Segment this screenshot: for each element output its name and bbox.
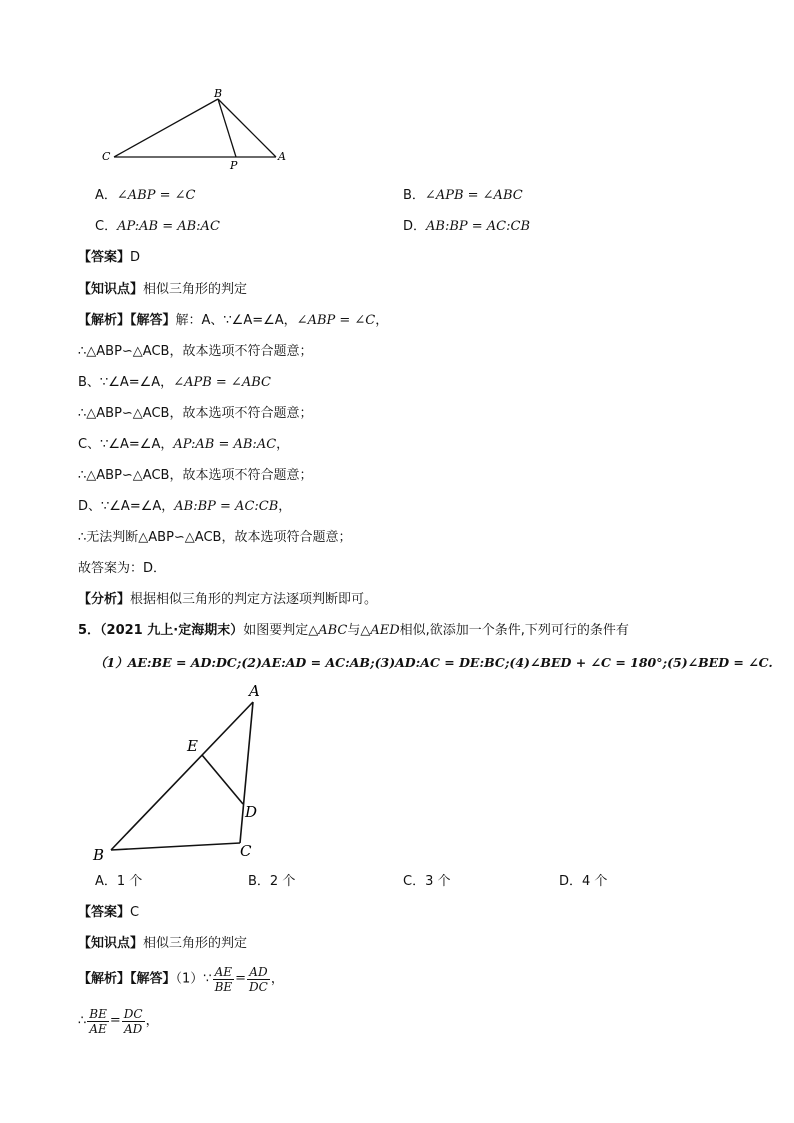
option-d-prefix: D． (403, 219, 427, 234)
label-C: C (102, 150, 111, 163)
q4-analysis-line-4: ∴△ABP∽△ACB，故本选项不符合题意； (78, 406, 313, 421)
side-BC (111, 843, 240, 850)
q5-knowledge-tag: 【知识点】 (78, 936, 144, 951)
label-C: C (240, 842, 252, 860)
fenxi-value: 根据相似三角形的判定方法逐项判断即可。 (130, 592, 378, 607)
line7-end: ， (278, 499, 292, 514)
q5-option-c: C．3 个 (403, 874, 451, 889)
q5-answer (78, 904, 139, 922)
frac-den: AE (89, 1021, 107, 1036)
option-b-prefix: B． (403, 188, 425, 203)
equals-sign: = (235, 971, 247, 986)
frac-den: DC (249, 979, 268, 994)
fraction-be-ae (87, 1007, 109, 1036)
q4-analysis-line-9: 故答案为：D． (78, 561, 167, 576)
option-d-math: AB:BP = AC:CB (426, 219, 531, 234)
frac-num: BE (89, 1006, 107, 1021)
line3-text: B、∵∠A=∠A， (78, 375, 174, 390)
q5-stem-aed: AED (370, 623, 400, 638)
q4-analysis-line-7 (78, 498, 291, 516)
q4-knowledge-point (78, 281, 247, 299)
line5-text: C、∵∠A=∠A， (78, 437, 174, 452)
q5-number: 5． (78, 623, 101, 638)
comma: ， (145, 1013, 159, 1029)
line5-end: ， (276, 437, 290, 452)
fraction-ae-be (213, 965, 235, 994)
q4-analysis-line-6: ∴△ABP∽△ACB，故本选项不符合题意； (78, 468, 313, 483)
analysis-text: 解：A、∵∠A=∠A， (175, 313, 297, 328)
q4-analysis-line-5 (78, 436, 289, 454)
label-P: P (230, 159, 238, 172)
segment-ED (202, 755, 243, 804)
label-A: A (249, 682, 260, 700)
q5-conditions: （1）AE:BE = AD:DC;(2)AE:AD = AC:AB;(3)AD:AC = DE:BC;(4)∠BED + ∠C = 180°;(5)∠BED = ∠C. (94, 655, 773, 670)
side-AC (240, 702, 253, 843)
fenxi-tag: 【分析】 (78, 592, 131, 607)
q5-answer-value: C (130, 905, 140, 920)
therefore-symbol: ∴ (78, 1013, 87, 1029)
q5-stem-c: 相似,欲添加一个条件,下列可行的条件有 (399, 623, 629, 638)
q5-answer-tag: 【答案】 (78, 905, 131, 920)
q5-stem-a: 如图要判定△ (243, 623, 319, 638)
label-D: D (245, 803, 258, 821)
line3-math: ∠APB = ∠ABC (173, 375, 271, 390)
label-B: B (214, 87, 223, 100)
fraction-dc-ad (122, 1007, 145, 1036)
answer-value: D (130, 250, 141, 265)
analysis-tag: 【解析】【解答】 (78, 313, 176, 328)
q5-stem (78, 622, 629, 640)
q4-analysis-line-2: ∴△ABP∽△ACB，故本选项不符合题意； (78, 344, 313, 359)
q5-stem-b: 与△ (347, 623, 371, 638)
q5-option-b: B．2 个 (248, 874, 296, 889)
q5-analysis-pre: （1）∵ (175, 971, 212, 987)
option-a-math: ∠ABP = ∠C (116, 188, 196, 203)
q4-answer (78, 249, 140, 267)
triangle-figure-2 (85, 680, 285, 870)
triangle-figure-1 (90, 88, 300, 178)
q5-option-d: D．4 个 (559, 874, 608, 889)
fraction-ad-dc (247, 965, 270, 994)
q5-analysis-line-1 (78, 962, 284, 997)
q4-fenxi (78, 591, 377, 609)
line5-math: AP:AB = AB:AC (173, 437, 277, 452)
q4-analysis-line-1 (78, 312, 388, 330)
frac-num: AE (213, 965, 235, 980)
label-B: B (93, 846, 105, 864)
q5-analysis-tag: 【解析】【解答】 (78, 971, 176, 987)
option-a-prefix: A． (95, 188, 117, 203)
q5-option-a: A．1 个 (95, 874, 143, 889)
q5-analysis-line-2 (78, 1004, 159, 1039)
side-AB (111, 702, 253, 850)
q5-stem-abc: ABC (318, 623, 348, 638)
knowledge-value: 相似三角形的判定 (143, 282, 248, 297)
analysis-end: ， (375, 313, 389, 328)
label-A: A (278, 150, 286, 163)
equals-sign: = (109, 1013, 121, 1028)
frac-num: DC (123, 1006, 143, 1021)
knowledge-tag: 【知识点】 (78, 282, 144, 297)
analysis-math: ∠ABP = ∠C (296, 313, 376, 328)
q5-knowledge-point (78, 935, 247, 953)
option-c-math: AP:AB = AB:AC (117, 219, 220, 234)
q4-analysis-line-8: ∴无法判断△ABP∽△ACB，故本选项符合题意； (78, 530, 352, 545)
answer-tag: 【答案】 (78, 250, 131, 265)
q4-option-c (95, 218, 220, 236)
label-E: E (187, 737, 198, 755)
side-CB (114, 99, 218, 157)
q4-option-d (403, 218, 530, 236)
option-b-math: ∠APB = ∠ABC (424, 188, 523, 203)
q4-analysis-line-3 (78, 374, 271, 392)
q4-option-a (95, 187, 195, 205)
line7-text: D、∵∠A=∠A， (78, 499, 175, 514)
frac-num: AD (247, 965, 270, 980)
comma: ， (270, 971, 284, 987)
q4-option-b (403, 187, 523, 205)
frac-den: AD (124, 1021, 143, 1036)
q5-knowledge-value: 相似三角形的判定 (143, 936, 248, 951)
q5-source: （2021 九上·定海期末） (100, 623, 244, 638)
frac-den: BE (214, 979, 233, 994)
option-c-prefix: C． (95, 219, 118, 234)
line7-math: AB:BP = AC:CB (174, 499, 279, 514)
